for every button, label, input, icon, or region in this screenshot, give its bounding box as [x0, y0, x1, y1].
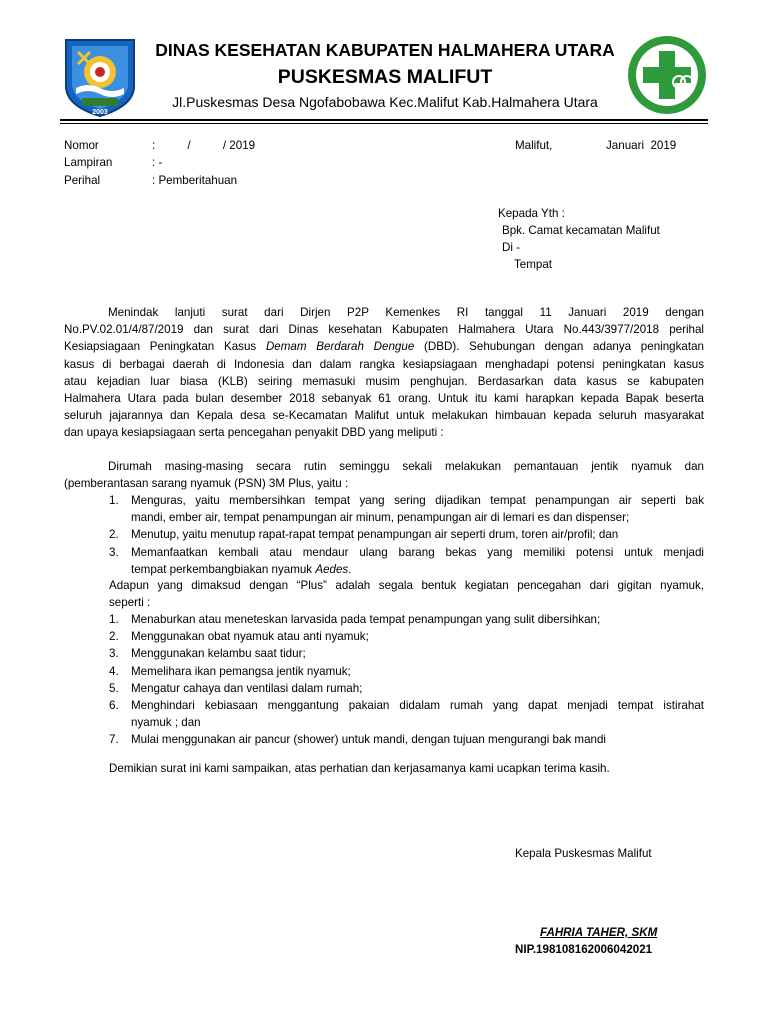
text-line: atau kejadian luar biasa (KLB) seiring memasuki musim penghujan. Berdasarkan data kasus se kabupaten	[64, 374, 704, 388]
list-item	[109, 611, 704, 628]
text-line: kasus di berbagai daerah di Indonesia dan dalam rangka kesiapsiagaan menghadapi potensi peningkatan kasus	[64, 357, 704, 371]
text-line: (pemberantasan sarang nyamuk (PSN) 3M Plus, yaitu :	[64, 477, 349, 491]
recipient-place: Tempat	[514, 258, 553, 271]
text-segment: .	[348, 562, 352, 576]
lampiran-value: : -	[152, 156, 163, 169]
text-line: dan upaya kesiapsiagaan serta pencegahan penyakit DBD yang meliputi :	[64, 426, 444, 440]
text-line: mandi, ember air, tempat penampungan air minum, penampungan air di lemari es dan dispenser;	[131, 511, 630, 525]
list-number: 1.	[109, 613, 119, 626]
text-line: Menguras, yaitu membersihkan tempat yang sering dijadikan tempat penampungan air seperti bak	[131, 494, 704, 507]
nomor-label: Nomor	[64, 139, 99, 152]
text-line: Menutup, yaitu menutup rapat-rapat tempat penampungan air seperti drum, toren air/profil; dan	[131, 528, 619, 542]
text-segment: Kesiapsiagaan Peningkatan Kasus	[64, 340, 257, 354]
list-number: 6.	[109, 699, 119, 713]
list-item	[109, 645, 704, 662]
text-line: Mulai menggunakan air pancur (shower) untuk mandi, dengan tujuan mengurangi bak mandi	[131, 733, 606, 747]
text-line: Menaburkan atau meneteskan larvasida pada tempat penampungan yang sulit dibersihkan;	[131, 613, 601, 626]
text-line: Mengatur cahaya dan ventilasi dalam rumah;	[131, 681, 363, 695]
letterhead-puskesmas: PUSKESMAS MALIFUT	[277, 66, 493, 88]
text-line: nyamuk ; dan	[131, 716, 201, 730]
nomor-value: : / / 2019	[152, 139, 256, 152]
list-number: 3.	[109, 545, 119, 559]
text-line: Menindak lanjuti surat dari Dirjen P2P Kemenkes RI tanggal 11 Januari 2019 dengan	[108, 306, 704, 319]
list-number: 4.	[109, 664, 119, 678]
text-segment: tempat perkembangbiakan nyamuk	[131, 562, 313, 576]
list-number: 2.	[109, 630, 119, 644]
text-line	[131, 561, 704, 578]
signature-title: Kepala Puskesmas Malifut	[515, 847, 652, 860]
lampiran-label: Lampiran	[64, 156, 113, 169]
perihal-value: : Pemberitahuan	[152, 174, 238, 187]
closing-sentence: Demikian surat ini kami sampaikan, atas perhatian dan kerjasamanya kami ucapkan terima kasih.	[109, 762, 610, 775]
italic-term: Aedes	[315, 562, 349, 576]
letterhead-rule-thin	[60, 123, 708, 124]
letterhead-rule-thick	[60, 119, 708, 121]
italic-term: Demam Berdarah Dengue	[265, 340, 415, 354]
text-line: Adapun yang dimaksud dengan “Plus” adalah segala bentuk kegiatan pencegahan dari gigitan nyamuk,	[109, 579, 704, 592]
text-segment: (DBD). Sehubungan dengan adanya peningkatan	[424, 340, 704, 354]
text-line: Menggunakan kelambu saat tidur;	[131, 647, 306, 661]
text-line: Halmahera Utara pada bulan desember 2018 sebanyak 61 orang. Untuk itu kami harapkan kepada Bapak beserta	[64, 392, 704, 406]
list-number: 7.	[109, 733, 119, 747]
body-paragraph-2	[64, 458, 704, 492]
emblem-year: 2003	[92, 109, 108, 116]
recipient-di: Di -	[502, 241, 521, 254]
text-line: seluruh jajarannya dan Kepala desa se-Kecamatan Malifut untuk melakukan himbauan kepada seluruh masyarakat	[64, 409, 704, 423]
letterhead-agency: DINAS KESEHATAN KABUPATEN HALMAHERA UTARA	[155, 40, 615, 60]
list-item	[109, 544, 704, 578]
signature-name: FAHRIA TAHER, SKM	[540, 926, 658, 939]
list-item	[109, 663, 704, 680]
list-item	[109, 526, 704, 543]
letter-date: Januari 2019	[606, 139, 677, 152]
list-3m	[109, 492, 704, 578]
list-item	[109, 731, 704, 748]
list-item	[109, 680, 704, 697]
letterhead-address: Jl.Puskesmas Desa Ngofabobawa Kec.Malifut Kab.Halmahera Utara	[172, 94, 598, 110]
regency-emblem-icon	[60, 34, 140, 118]
letter-place: Malifut,	[515, 139, 553, 152]
text-line: No.PV.02.01/4/87/2019 dan surat dari Dinas kesehatan Kabupaten Halmahera Utara No.443/3977/2018 perihal	[64, 323, 704, 337]
recipient-name: Bpk. Camat kecamatan Malifut	[502, 224, 660, 237]
puskesmas-cross-logo-icon	[626, 34, 708, 116]
body-paragraph-3	[109, 577, 704, 611]
list-item	[109, 492, 704, 526]
text-line	[64, 338, 704, 355]
text-line: Dirumah masing-masing secara rutin seminggu sekali melakukan pemantauan jentik nyamuk dan	[108, 460, 704, 473]
text-line: Memanfaatkan kembali atau mendaur ulang barang bekas yang memiliki potensi untuk menjadi	[131, 545, 704, 559]
perihal-label: Perihal	[64, 174, 101, 187]
list-plus	[109, 611, 704, 749]
list-item	[109, 697, 704, 731]
list-number: 2.	[109, 528, 119, 542]
text-line: Menggunakan obat nyamuk atau anti nyamuk;	[131, 630, 369, 644]
text-line: Memelihara ikan pemangsa jentik nyamuk;	[131, 664, 351, 678]
recipient-greeting: Kepada Yth :	[498, 207, 565, 220]
list-number: 5.	[109, 681, 119, 695]
body-paragraph-1	[64, 304, 704, 442]
list-item	[109, 628, 704, 645]
list-number: 1.	[109, 494, 119, 507]
text-line: Menghindari kebiasaan menggantung pakaian didalam rumah yang dapat menjadi tempat istirahat	[131, 699, 704, 713]
signature-nip: NIP.198108162006042021	[515, 943, 653, 956]
text-line: seperti :	[109, 596, 151, 610]
list-number: 3.	[109, 647, 119, 661]
